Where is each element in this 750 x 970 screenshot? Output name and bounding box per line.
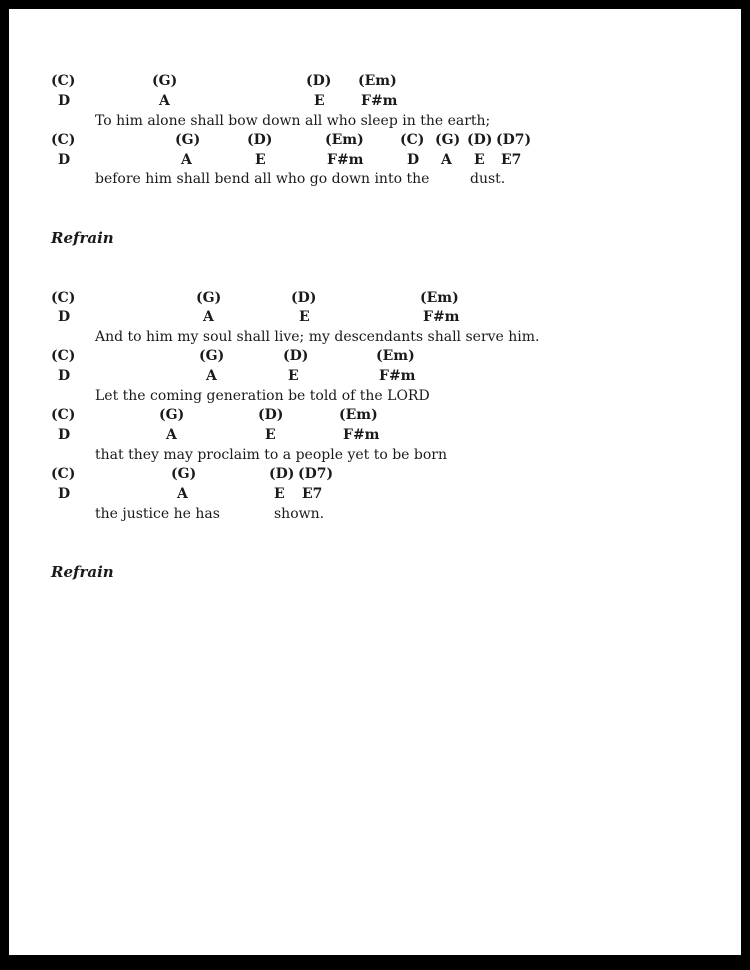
capo-chord: (G)	[199, 348, 225, 364]
capo-chord: (D)	[247, 132, 273, 148]
refrain-label: Refrain	[51, 229, 114, 247]
chord: E	[474, 152, 485, 168]
chord: D	[58, 427, 71, 443]
capo-chord: (Em)	[420, 290, 459, 306]
capo-chord: (G)	[435, 132, 461, 148]
lyric-line: the justice he has	[95, 506, 220, 522]
lyric-line: And to him my soul shall live; my descendants shall serve him.	[95, 329, 540, 345]
lyric-line: shown.	[274, 506, 325, 522]
capo-chord: (G)	[171, 466, 197, 482]
capo-chord: (C)	[400, 132, 425, 148]
lyric-line: before him shall bend all who go down into the	[95, 171, 430, 187]
chord: F#m	[343, 427, 380, 443]
capo-chord: (C)	[51, 407, 76, 423]
capo-chord: (G)	[159, 407, 185, 423]
chord: E7	[501, 152, 522, 168]
capo-chord: (C)	[51, 73, 76, 89]
lyric-line: To him alone shall bow down all who sleep in the earth;	[95, 113, 491, 129]
capo-chord: (C)	[51, 348, 76, 364]
capo-chord: (D)	[258, 407, 284, 423]
chord: E	[255, 152, 266, 168]
lyric-line: Let the coming generation be told of the LORD	[95, 388, 430, 404]
chord: A	[177, 486, 188, 502]
chord: E	[265, 427, 276, 443]
chord: D	[58, 309, 71, 325]
capo-chord: (Em)	[376, 348, 415, 364]
chord: F#m	[361, 93, 398, 109]
capo-chord: (D)	[283, 348, 309, 364]
chord: E	[288, 368, 299, 384]
chord: A	[166, 427, 177, 443]
chord: A	[181, 152, 192, 168]
capo-chord: (D7)	[298, 466, 334, 482]
capo-chord: (C)	[51, 132, 76, 148]
chord: A	[203, 309, 214, 325]
capo-chord: (Em)	[358, 73, 397, 89]
chord: E7	[302, 486, 323, 502]
lyric-line: that they may proclaim to a people yet to be born	[95, 447, 448, 463]
chord: F#m	[423, 309, 460, 325]
chord: D	[58, 93, 71, 109]
capo-chord: (G)	[196, 290, 222, 306]
chord: D	[58, 152, 71, 168]
capo-chord: (D)	[291, 290, 317, 306]
chord: E	[299, 309, 310, 325]
chord: D	[58, 368, 71, 384]
refrain-label: Refrain	[51, 563, 114, 581]
capo-chord: (G)	[175, 132, 201, 148]
chord: F#m	[379, 368, 416, 384]
capo-chord: (C)	[51, 290, 76, 306]
capo-chord: (G)	[152, 73, 178, 89]
song-page	[9, 9, 741, 955]
capo-chord: (D)	[306, 73, 332, 89]
chord: F#m	[327, 152, 364, 168]
chord: D	[58, 486, 71, 502]
chord: E	[274, 486, 285, 502]
chord: A	[206, 368, 217, 384]
chord: D	[407, 152, 420, 168]
capo-chord: (C)	[51, 466, 76, 482]
capo-chord: (D)	[467, 132, 493, 148]
chord: E	[314, 93, 325, 109]
capo-chord: (D)	[269, 466, 295, 482]
lyric-line: dust.	[470, 171, 506, 187]
capo-chord: (D7)	[496, 132, 532, 148]
capo-chord: (Em)	[339, 407, 378, 423]
chord: A	[441, 152, 452, 168]
chord: A	[159, 93, 170, 109]
capo-chord: (Em)	[325, 132, 364, 148]
